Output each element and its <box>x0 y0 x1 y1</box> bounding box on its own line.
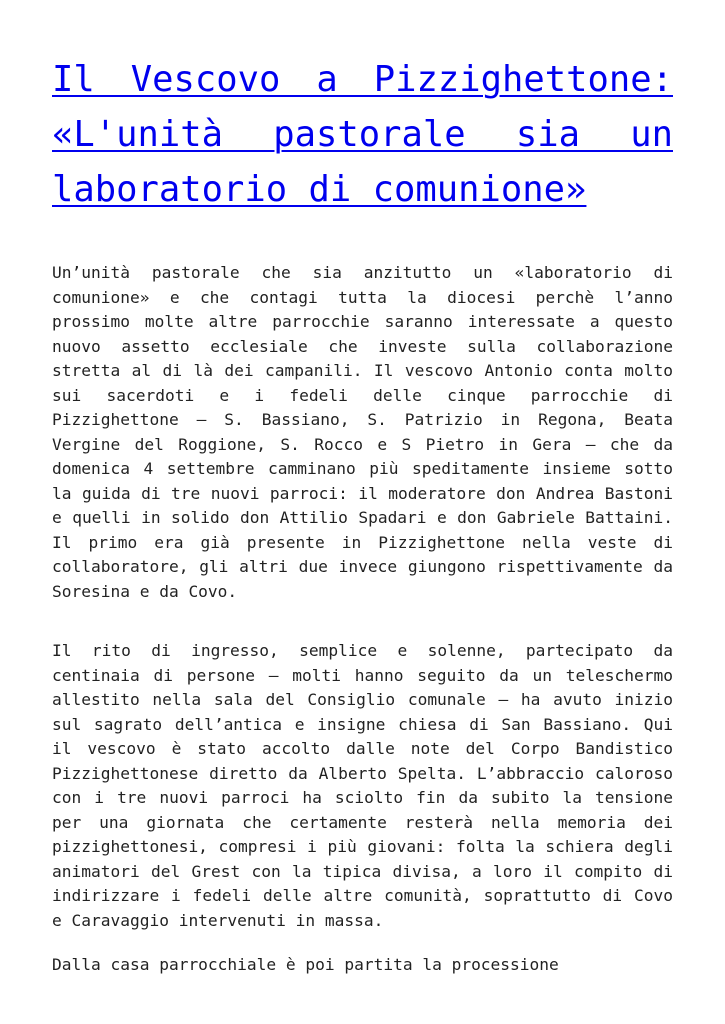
article-title <box>52 52 673 217</box>
article-paragraph: Dalla casa parrocchiale è poi partita la processione <box>52 955 559 974</box>
article-paragraph: Un’unità pastorale che sia anzitutto un «laboratorio di comunione» e che contagi tutta la diocesi perchè l’anno prossimo molte altre parrocchie saranno interessate a questo nuovo assetto ecclesiale che investe sulla collaborazione stretta al di là dei campanili. Il vescovo Antonio conta molto sui sacerdoti e i fedeli delle cinque parrocchie di Pizzighettone – S. Bassiano, S. Patrizio in Regona, Beata Vergine del Roggione, S. Rocco e S Pietro in Gera – che da domenica 4 settembre camminano più speditamente insieme sotto la guida di tre nuovi parroci: il moderatore don Andrea Bastoni e quelli in solido don Attilio Spadari e don Gabriele Battaini. Il primo era già presente in Pizzighettone nella veste di collaboratore, gli altri due invece giungono rispettivamente da Soresina e da Covo. <box>52 263 673 601</box>
article <box>52 52 673 978</box>
article-paragraph: Il rito di ingresso, semplice e solenne, partecipato da centinaia di persone – molti hanno seguito da un teleschermo allestito nella sala del Consiglio comunale – ha avuto inizio sul sagrato dell’antica e insigne chiesa di San Bassiano. Qui il vescovo è stato accolto dalle note del Corpo Bandistico Pizzighettonese diretto da Alberto Spelta. L’abbraccio caloroso con i tre nuovi parroci ha sciolto fin da subito la tensione per una giornata che certamente resterà nella memoria dei pizzighettonesi, compresi i più giovani: folta la schiera degli animatori del Grest con la tipica divisa, a loro il compito di indirizzare i fedeli delle altre comunità, soprattutto di Covo e Caravaggio intervenuti in massa. <box>52 641 673 930</box>
article-title-link[interactable]: Il Vescovo a Pizzighettone: «L'unità pastorale sia un laboratorio di comunione» <box>52 59 673 210</box>
